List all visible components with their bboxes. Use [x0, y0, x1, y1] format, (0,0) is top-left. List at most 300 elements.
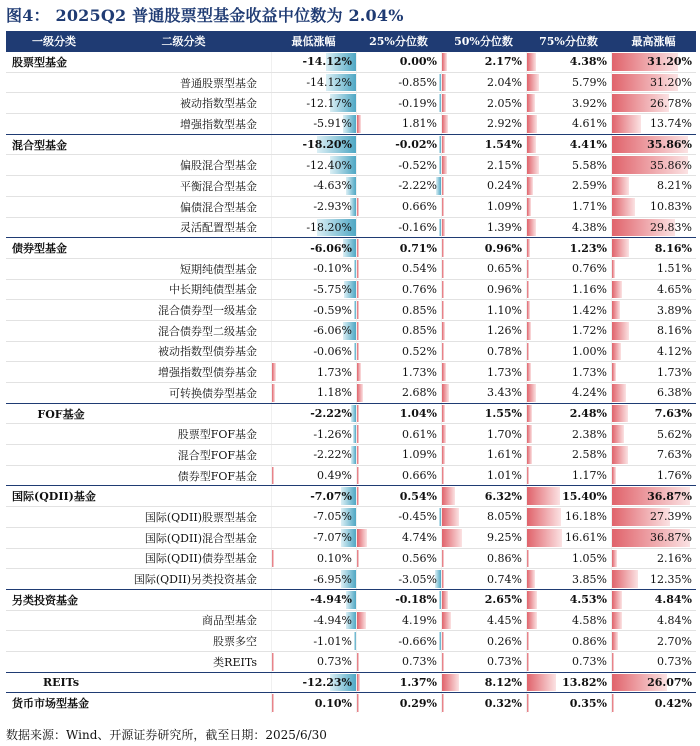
table-header [6, 31, 696, 51]
cell-value: 8.05% [487, 510, 522, 524]
level2-label [96, 590, 271, 610]
cell-value: 1.04% [399, 407, 437, 421]
cell-p50 [441, 73, 526, 93]
cell-max [611, 259, 696, 279]
cell-p25 [356, 652, 441, 672]
cell-p25 [356, 569, 441, 589]
cell-max [611, 486, 696, 506]
positive-data-bar [357, 446, 359, 464]
cell-p75 [526, 362, 611, 382]
cell-p25 [356, 590, 441, 610]
cell-value: 0.73% [402, 655, 437, 669]
cell-value: 0.56% [402, 551, 437, 565]
level2-label: 被动指数型基金 [180, 97, 257, 111]
positive-data-bar [612, 653, 614, 671]
cell-min [271, 590, 356, 610]
cell-value: 36.87% [647, 489, 692, 503]
cell-p25 [356, 73, 441, 93]
cell-value: 2.68% [402, 386, 437, 400]
positive-data-bar [612, 550, 617, 568]
cell-value: 26.78% [650, 96, 692, 110]
cell-p75 [526, 404, 611, 424]
level2-label: 被动指数型债券基金 [158, 345, 257, 359]
level2-label: 国际(QDII)股票型基金 [144, 510, 257, 524]
cell-value: 1.05% [572, 551, 607, 565]
cell-p25 [356, 280, 441, 300]
table-row [6, 527, 696, 548]
cell-value: 0.78% [487, 344, 522, 358]
cell-value: 0.65% [487, 262, 522, 276]
positive-data-bar [527, 219, 536, 237]
level2-label [96, 238, 271, 258]
positive-data-bar [527, 53, 536, 71]
cell-value: 1.09% [487, 200, 522, 214]
positive-data-bar [527, 136, 536, 154]
cell-value: -5.75% [313, 282, 352, 296]
positive-data-bar [612, 446, 628, 464]
positive-data-bar [527, 570, 535, 588]
level1-label [6, 300, 96, 320]
cell-min [271, 611, 356, 631]
cell-p50 [441, 321, 526, 341]
cell-value: 1.26% [487, 324, 522, 338]
cell-p75 [526, 52, 611, 72]
level1-label [6, 528, 96, 548]
cell-p75 [526, 197, 611, 217]
cell-value: 2.04% [487, 76, 522, 90]
positive-data-bar [527, 694, 529, 712]
cell-p50 [441, 486, 526, 506]
cell-value: 0.42% [654, 696, 692, 710]
cell-value: 1.73% [317, 365, 352, 379]
cell-value: -7.07% [310, 489, 352, 503]
positive-data-bar [612, 239, 629, 257]
cell-p50 [441, 693, 526, 713]
cell-p25 [356, 300, 441, 320]
cell-p75 [526, 466, 611, 486]
cell-min [271, 135, 356, 155]
cell-value: 5.79% [572, 76, 607, 90]
level2-label [96, 693, 271, 713]
positive-data-bar [527, 198, 531, 216]
cell-value: 0.52% [402, 344, 437, 358]
table-group-row [6, 672, 696, 693]
cell-value: -2.93% [313, 200, 352, 214]
positive-data-bar [357, 467, 359, 485]
cell-value: -18.20% [302, 138, 352, 152]
cell-value: 4.53% [569, 593, 607, 607]
cell-max [611, 52, 696, 72]
positive-data-bar [442, 198, 444, 216]
cell-value: -2.22% [398, 179, 437, 193]
cell-value: 0.10% [314, 696, 352, 710]
cell-value: 16.61% [565, 531, 607, 545]
cell-max [611, 73, 696, 93]
level2-label [96, 52, 271, 72]
cell-value: 0.76% [402, 282, 437, 296]
cell-p75 [526, 507, 611, 527]
table-row [6, 154, 696, 175]
cell-value: 5.62% [657, 427, 692, 441]
positive-data-bar [442, 177, 444, 195]
header-level2: 二级分类 [161, 35, 206, 48]
table-row [6, 113, 696, 134]
positive-data-bar [527, 653, 529, 671]
cell-value: 4.45% [487, 613, 522, 627]
positive-data-bar [442, 322, 445, 340]
table-row [6, 92, 696, 113]
level2-label: 可转换债券型基金 [169, 386, 257, 400]
positive-data-bar [527, 591, 537, 609]
cell-value: 0.73% [657, 655, 692, 669]
cell-max [611, 466, 696, 486]
positive-data-bar [357, 363, 361, 381]
table-row [6, 651, 696, 672]
level2-label: 短期纯债型基金 [180, 262, 257, 276]
cell-value: 1.76% [657, 469, 692, 483]
cell-value: 0.54% [399, 489, 437, 503]
level1-label [6, 321, 96, 341]
cell-p50 [441, 218, 526, 238]
table-row [6, 506, 696, 527]
cell-min [271, 114, 356, 134]
cell-value: 4.24% [572, 386, 607, 400]
cell-p50 [441, 135, 526, 155]
cell-min [271, 93, 356, 113]
positive-data-bar [442, 219, 445, 237]
cell-p75 [526, 73, 611, 93]
cell-value: -6.06% [313, 324, 352, 338]
cell-value: 1.54% [484, 138, 522, 152]
cell-value: -0.18% [395, 593, 437, 607]
cell-p75 [526, 300, 611, 320]
cell-value: -6.06% [310, 241, 352, 255]
cell-min [271, 569, 356, 589]
cell-value: 1.55% [484, 407, 522, 421]
cell-p50 [441, 466, 526, 486]
positive-data-bar [442, 384, 449, 402]
cell-value: -0.66% [398, 634, 437, 648]
cell-value: 0.00% [399, 55, 437, 69]
positive-data-bar [612, 322, 629, 340]
level2-label: 国际(QDII)混合型基金 [144, 531, 257, 545]
cell-value: -4.63% [313, 179, 352, 193]
positive-data-bar [612, 612, 622, 630]
cell-p50 [441, 238, 526, 258]
cell-p25 [356, 135, 441, 155]
positive-data-bar [527, 550, 529, 568]
cell-value: -18.20% [306, 220, 352, 234]
cell-p50 [441, 114, 526, 134]
level1-label [6, 197, 96, 217]
cell-p50 [441, 507, 526, 527]
positive-data-bar [527, 177, 533, 195]
cell-value: 0.24% [487, 179, 522, 193]
positive-data-bar [527, 446, 532, 464]
cell-p75 [526, 114, 611, 134]
cell-value: 35.86% [650, 158, 692, 172]
cell-value: 0.61% [402, 427, 437, 441]
positive-data-bar [612, 694, 614, 712]
positive-data-bar [527, 467, 529, 485]
positive-data-bar [527, 281, 529, 299]
cell-value: 2.70% [657, 634, 692, 648]
header-p75: 75%分位数 [539, 35, 598, 48]
table-row [6, 382, 696, 403]
positive-data-bar [612, 198, 635, 216]
level1-label: 股票型基金 [12, 55, 67, 69]
positive-data-bar [357, 198, 359, 216]
cell-max [611, 569, 696, 589]
positive-data-bar [612, 591, 622, 609]
positive-data-bar [527, 487, 560, 505]
cell-value: 0.73% [572, 655, 607, 669]
positive-data-bar [527, 260, 529, 278]
cell-p50 [441, 259, 526, 279]
cell-min [271, 197, 356, 217]
cell-max [611, 445, 696, 465]
cell-p50 [441, 155, 526, 175]
cell-max [611, 693, 696, 713]
table-row [6, 258, 696, 279]
cell-value: 0.74% [487, 572, 522, 586]
cell-p75 [526, 445, 611, 465]
cell-value: 1.42% [572, 303, 607, 317]
positive-data-bar [442, 94, 446, 112]
cell-p25 [356, 362, 441, 382]
cell-value: 36.87% [650, 531, 692, 545]
cell-value: 1.17% [572, 469, 607, 483]
positive-data-bar [357, 425, 359, 443]
cell-value: -0.52% [398, 158, 437, 172]
cell-p75 [526, 611, 611, 631]
cell-max [611, 673, 696, 693]
level1-label [6, 445, 96, 465]
positive-data-bar [527, 322, 531, 340]
cell-max [611, 652, 696, 672]
level1-label: 另类投资基金 [12, 593, 78, 607]
level1-label [6, 342, 96, 362]
cell-value: 1.51% [657, 262, 692, 276]
table-row [6, 196, 696, 217]
cell-value: 0.73% [317, 655, 352, 669]
level2-label: 混合型FOF基金 [177, 448, 257, 462]
cell-value: 3.92% [572, 96, 607, 110]
positive-data-bar [527, 74, 539, 92]
cell-value: 13.82% [562, 675, 607, 689]
positive-data-bar [442, 529, 462, 547]
level1-label: REITs [42, 675, 80, 689]
cell-min [271, 466, 356, 486]
cell-p75 [526, 424, 611, 444]
positive-data-bar [357, 487, 359, 505]
cell-max [611, 300, 696, 320]
level1-label: 混合型基金 [12, 138, 67, 152]
cell-value: 3.43% [487, 386, 522, 400]
level2-label: 股票型FOF基金 [177, 428, 257, 442]
cell-min [271, 445, 356, 465]
cell-value: 3.89% [657, 303, 692, 317]
positive-data-bar [442, 446, 445, 464]
cell-p25 [356, 238, 441, 258]
positive-data-bar [527, 508, 561, 526]
cell-value: 1.00% [572, 344, 607, 358]
cell-p50 [441, 652, 526, 672]
positive-data-bar [357, 322, 359, 340]
cell-p25 [356, 507, 441, 527]
cell-p75 [526, 528, 611, 548]
cell-p50 [441, 176, 526, 196]
cell-max [611, 135, 696, 155]
header-p50: 50%分位数 [454, 35, 513, 48]
cell-value: 2.59% [572, 179, 607, 193]
cell-value: 1.61% [487, 448, 522, 462]
cell-p50 [441, 549, 526, 569]
cell-p50 [441, 445, 526, 465]
cell-value: 0.86% [487, 551, 522, 565]
level2-label: 偏股混合型基金 [180, 159, 257, 173]
cell-min [271, 52, 356, 72]
cell-p75 [526, 155, 611, 175]
positive-data-bar [442, 467, 444, 485]
cell-p50 [441, 342, 526, 362]
cell-min [271, 259, 356, 279]
cell-max [611, 362, 696, 382]
positive-data-bar [527, 632, 529, 650]
cell-p50 [441, 424, 526, 444]
level2-label: 债券型FOF基金 [177, 469, 257, 483]
cell-value: 0.86% [572, 634, 607, 648]
table-row [6, 279, 696, 300]
cell-max [611, 155, 696, 175]
table-row [6, 444, 696, 465]
level2-label: 偏债混合型基金 [180, 200, 257, 214]
positive-data-bar [357, 612, 366, 630]
level1-label [6, 631, 96, 651]
cell-value: 1.23% [569, 241, 607, 255]
cell-value: 0.49% [317, 469, 352, 483]
cell-p50 [441, 611, 526, 631]
cell-p50 [441, 590, 526, 610]
cell-value: 35.86% [647, 138, 692, 152]
cell-p25 [356, 321, 441, 341]
cell-max [611, 280, 696, 300]
cell-value: 4.84% [654, 593, 692, 607]
cell-value: 4.61% [572, 117, 607, 131]
cell-min [271, 300, 356, 320]
positive-data-bar [442, 156, 447, 174]
cell-value: 2.48% [569, 407, 607, 421]
cell-p50 [441, 404, 526, 424]
cell-p75 [526, 652, 611, 672]
cell-value: 1.10% [487, 303, 522, 317]
cell-value: 12.35% [650, 572, 692, 586]
positive-data-bar [357, 281, 359, 299]
positive-data-bar [612, 301, 620, 319]
cell-value: 4.58% [572, 613, 607, 627]
cell-value: 6.38% [657, 386, 692, 400]
cell-p75 [526, 590, 611, 610]
level1-label: FOF基金 [37, 407, 85, 421]
positive-data-bar [442, 53, 447, 71]
cell-max [611, 611, 696, 631]
cell-value: 1.72% [572, 324, 607, 338]
table-group-row [6, 485, 696, 506]
positive-data-bar [442, 487, 455, 505]
positive-data-bar [527, 301, 530, 319]
positive-data-bar [442, 301, 444, 319]
header-level1: 一级分类 [32, 35, 76, 48]
positive-data-bar [527, 94, 535, 112]
table-group-row [6, 51, 696, 72]
level1-label [6, 383, 96, 403]
cell-value: 0.76% [572, 262, 607, 276]
positive-data-bar [442, 425, 446, 443]
table-row [6, 299, 696, 320]
positive-data-bar [357, 529, 367, 547]
cell-value: -14.12% [302, 55, 352, 69]
cell-value: 0.85% [402, 324, 437, 338]
cell-p50 [441, 93, 526, 113]
level2-label: 增强指数型债券基金 [158, 366, 257, 380]
cell-p25 [356, 631, 441, 651]
cell-min [271, 486, 356, 506]
positive-data-bar [612, 363, 616, 381]
cell-min [271, 73, 356, 93]
cell-value: -0.06% [313, 344, 352, 358]
cell-value: 0.10% [317, 551, 352, 565]
positive-data-bar [357, 343, 359, 361]
positive-data-bar [442, 363, 446, 381]
level2-label: 国际(QDII)债券型基金 [144, 552, 257, 566]
positive-data-bar [612, 425, 624, 443]
cell-value: 1.81% [402, 117, 437, 131]
cell-value: -1.01% [313, 634, 352, 648]
cell-value: 5.58% [572, 158, 607, 172]
level1-label [6, 611, 96, 631]
cell-p50 [441, 280, 526, 300]
positive-data-bar [442, 74, 446, 92]
level2-label: 增强指数型基金 [180, 117, 257, 131]
level1-label [6, 93, 96, 113]
positive-data-bar [442, 260, 444, 278]
cell-value: 2.65% [484, 593, 522, 607]
cell-value: -4.94% [310, 593, 352, 607]
cell-value: 7.63% [657, 448, 692, 462]
cell-value: 15.40% [562, 489, 607, 503]
cell-value: -0.45% [398, 510, 437, 524]
cell-value: -0.85% [398, 76, 437, 90]
cell-p25 [356, 673, 441, 693]
positive-data-bar [527, 156, 539, 174]
positive-data-bar [527, 612, 537, 630]
cell-value: 3.85% [572, 572, 607, 586]
positive-data-bar [357, 550, 359, 568]
level1-label [6, 652, 96, 672]
cell-value: 4.74% [402, 531, 437, 545]
positive-data-bar [442, 653, 444, 671]
positive-data-bar [612, 384, 626, 402]
cell-value: 4.12% [657, 344, 692, 358]
cell-p75 [526, 549, 611, 569]
cell-min [271, 652, 356, 672]
level1-label [6, 259, 96, 279]
table-row [6, 320, 696, 341]
cell-value: -0.10% [313, 262, 352, 276]
level2-label: 灵活配置型基金 [180, 221, 257, 235]
level1-label [6, 569, 96, 589]
positive-data-bar [442, 694, 444, 712]
